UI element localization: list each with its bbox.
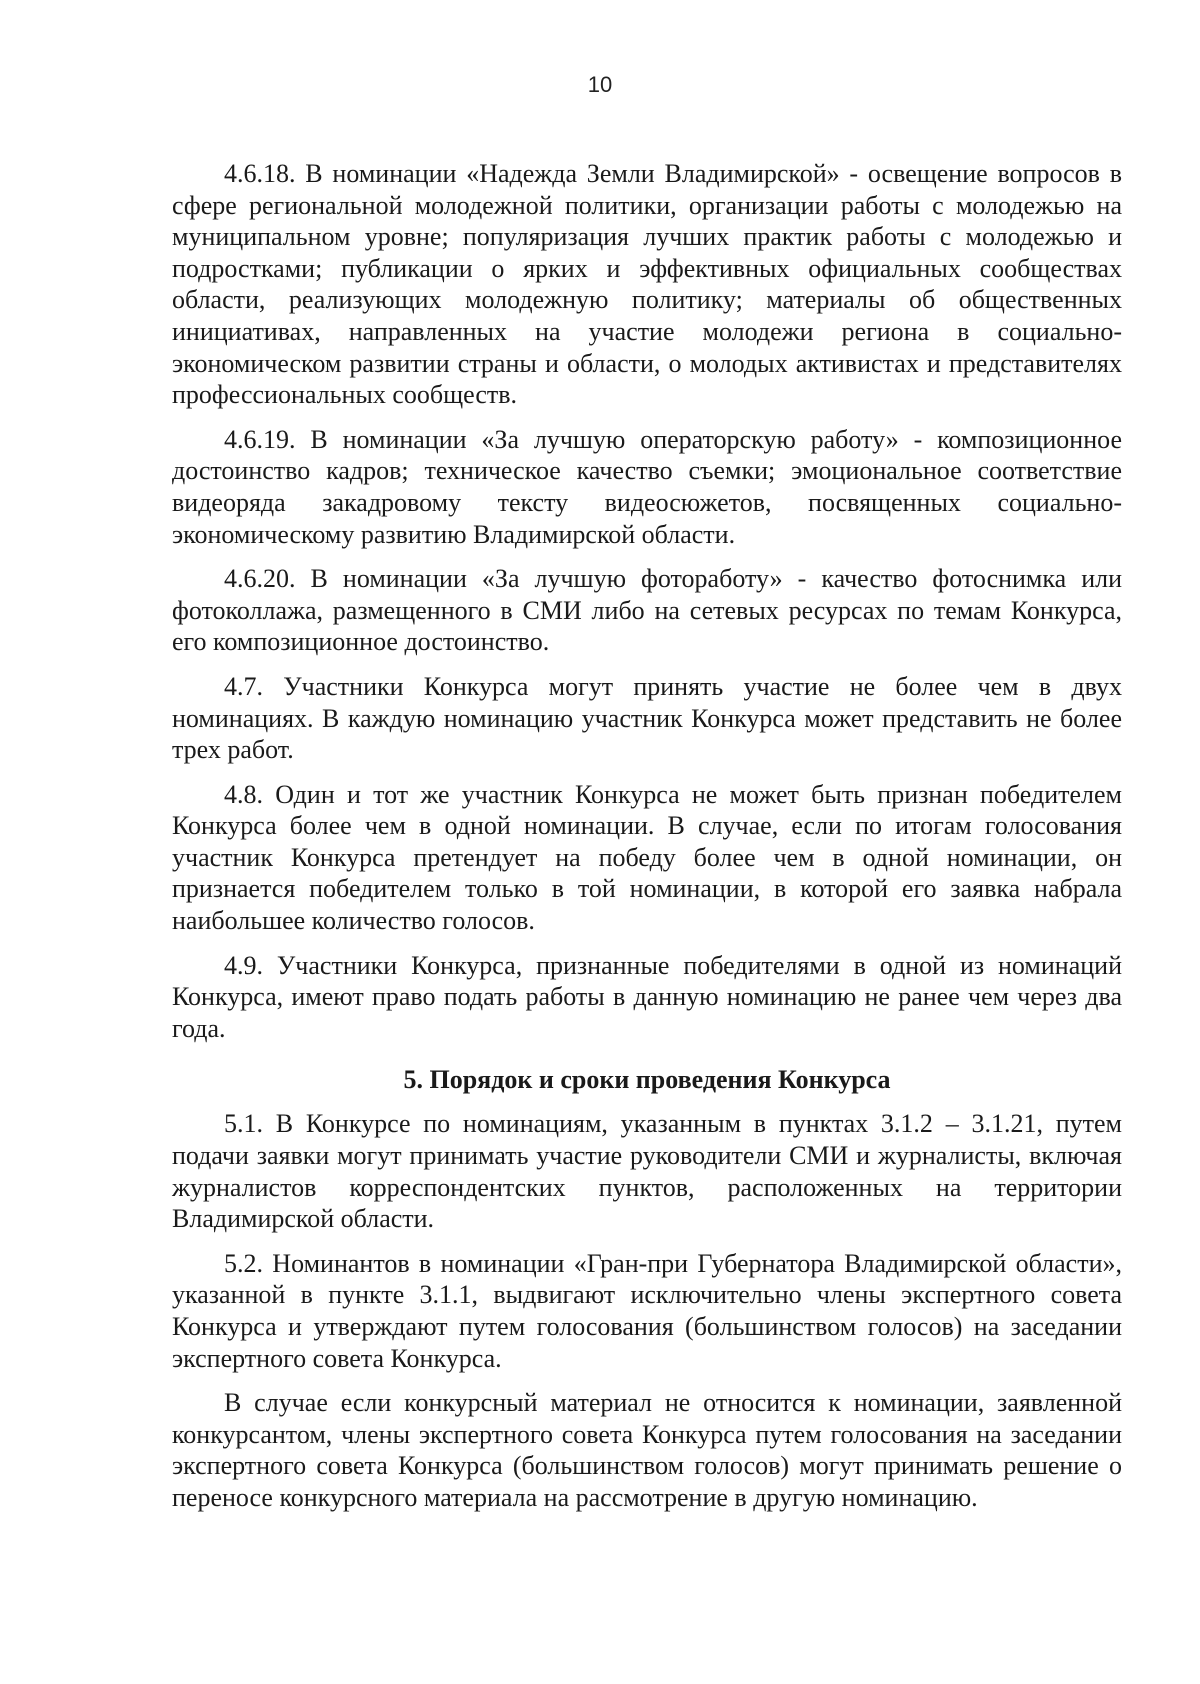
paragraph-4-6-18: 4.6.18. В номинации «Надежда Земли Владимирской» - освещение вопросов в сфере региональной молодежной политики, организации работы с молодежью на муниципальном уровне; популяризация лучших практик работы с молодежью и подростками; публикации о ярких и эффективных официальных сообществах области, реализующих молодежную политику; материалы об общественных инициативах, направленных на участие молодежи региона в социально-экономическом развитии страны и области, о молодых активистах и представителях профессиональных сообществ. [172, 159, 1122, 410]
paragraph-5-2-continued: В случае если конкурсный материал не относится к номинации, заявленной конкурсантом, члены экспертного совета Конкурса путем голосования на заседании экспертного совета Конкурса (большинством голосов) могут принимать решение о переносе конкурсного материала на рассмотрение в другую номинацию. [172, 1388, 1122, 1512]
document-body [172, 158, 1122, 1527]
paragraph-4-6-20: 4.6.20. В номинации «За лучшую фотоработу» - качество фотоснимка или фотоколлажа, размещенного в СМИ либо на сетевых ресурсах по темам Конкурса, его композиционное достоинство. [172, 564, 1122, 657]
page-number: 10 [587, 72, 613, 97]
paragraph-5-2: 5.2. Номинантов в номинации «Гран-при Губернатора Владимирской области», указанной в пункте 3.1.1, выдвигают исключительно члены экспертного совета Конкурса и утверждают путем голосования (большинством голосов) на заседании экспертного совета Конкурса. [172, 1248, 1122, 1373]
paragraph-5-1: 5.1. В Конкурсе по номинациям, указанным в пунктах 3.1.2 – 3.1.21, путем подачи заявки могут принимать участие руководители СМИ и журналисты, включая журналистов корреспондентских пунктов, расположенных на территории Владимирской области. [172, 1109, 1122, 1234]
section-heading-5: 5. Порядок и сроки проведения Конкурса [403, 1065, 891, 1095]
paragraph-4-7: 4.7. Участники Конкурса могут принять участие не более чем в двух номинациях. В каждую номинацию участник Конкурса может представить не более трех работ. [172, 671, 1122, 765]
paragraph-4-9: 4.9. Участники Конкурса, признанные победителями в одной из номинаций Конкурса, имеют право подать работы в данную номинацию не ранее чем через два года. [172, 950, 1122, 1043]
paragraph-4-8: 4.8. Один и тот же участник Конкурса не может быть признан победителем Конкурса более чем в одной номинации. В случае, если по итогам голосования участник Конкурса претендует на победу более чем в одной номинации, он признается победителем только в той номинации, в которой его заявка набрала наибольшее количество голосов. [172, 779, 1122, 936]
paragraph-4-6-19: 4.6.19. В номинации «За лучшую операторскую работу» - композиционное достоинство кадров; техническое качество съемки; эмоциональное соответствие видеоряда закадровому тексту видеосюжетов, посвященных социально-экономическому развитию Владимирской области. [172, 424, 1122, 549]
